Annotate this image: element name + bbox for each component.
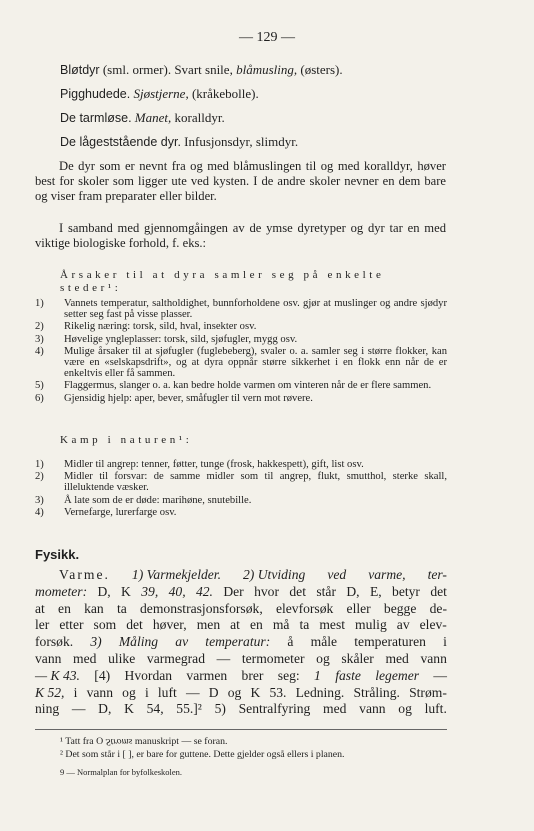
- text-line: vann med ulike varmegrad — termometer og skåler med vann: [35, 650, 447, 666]
- animal-categories: [60, 62, 480, 158]
- text-line: — K 43. [4) Hvordan varmen brer seg: 1 faste legemer —: [35, 667, 447, 683]
- text-line: ler etter som det høver, men at en må ta mest mulig av elev-: [35, 617, 447, 633]
- list-item: 6) Gjensidig hjelp: aper, bever, småfugler til vern mot røvere.: [35, 392, 313, 404]
- footnote-2: ² Det som står i [ ], er bare for guttene. Dette gjelder også ellers i planen.: [60, 749, 345, 760]
- category-line: De lågeststående dyr. Infusjonsdyr, slimdyr.: [60, 134, 299, 149]
- fysikk-paragraph: [35, 567, 447, 718]
- category-line: De tarmløse. Manet, koralldyr.: [60, 110, 225, 125]
- text-line: at en kan ta demonstrasjonsforsøk, elevforsøk eller begge de-: [35, 600, 447, 616]
- causes-list: [35, 298, 447, 405]
- category-line: Bløtdyr (sml. ormer). Svart snile, blåmusling, (østers).: [60, 62, 343, 77]
- list-item: 4) Vernefarge, lurerfarge osv.: [35, 506, 177, 518]
- section-heading-causes: Årsaker til at dyra samler seg på enkelte steder¹:: [60, 269, 385, 294]
- page-number: — 129 —: [239, 30, 295, 45]
- printer-signature: 9 — Normalplan for byfolkeskolen.: [60, 767, 183, 777]
- footnotes: [60, 735, 460, 761]
- list-item: 4) Mulige årsaker til at sjøfugler (fuglebeberg), svaler o. a. samler seg i større flokker, kan være en «selskapsdrift», og at dyra oppnår større sikkerhet i en flokk enn når de er enkeltvis eller få sammen.: [35, 345, 447, 380]
- list-item: 1) Midler til angrep: tenner, føtter, tunge (frosk, hakkespett), gift, list osv.: [35, 459, 364, 470]
- text-line: ning — D, K 54, 55.]² 5) Sentralfyring med vann og luft.: [35, 701, 447, 717]
- list-item: 3) Å late som de er døde: marihøne, snutebille.: [35, 494, 252, 506]
- category-line: Pigghudede. Sjøstjerne, (kråkebolle).: [60, 86, 259, 101]
- list-item: 2) Midler til forsvar: de samme midler som til angrep, flukt, smutthol, sterke skall, illeluktende væsker.: [35, 471, 447, 494]
- section-heading-fight: Kamp i naturen¹:: [60, 434, 193, 446]
- list-item: 2) Rikelig næring: torsk, sild, hval, insekter osv.: [35, 321, 257, 333]
- fysikk-heading: Fysikk.: [35, 547, 80, 562]
- footnote-1: ¹ Tatt fra O Stroms manuskript — se foran.: [60, 736, 228, 747]
- fight-list: [35, 459, 447, 519]
- text-line: K 52, i vann og i luft — D og K 53. Ledning. Stråling. Strøm-: [35, 684, 447, 700]
- text-line: mometer: D, K 39, 40, 42. Der hvor det står D, E, betyr det: [35, 583, 447, 599]
- text-line: forsøk. 3) Måling av temperatur: å måle temperaturen i: [35, 634, 447, 650]
- list-item: 5) Flaggermus, slanger o. a. kan bedre holde varmen om vinteren når de er flere sammen.: [35, 380, 432, 392]
- list-item: 3) Høvelige yngleplasser: torsk, sild, sjøfugler, mygg osv.: [35, 333, 298, 345]
- paragraph-biology: I samband med gjennomgåingen av de ymse dyretyper og dyr tar en med viktige biologiske forhold, f. eks.:: [35, 221, 446, 250]
- list-item: 1) Vannets temperatur, saltholdighet, bunnforholdene osv. gjør at muslinger og andre sjødyr setter seg fast på visse plasser.: [35, 298, 447, 321]
- footnote-divider: [35, 729, 447, 730]
- text-line: Varme. 1) Varmekjelder. 2) Utviding ved varme, ter-: [59, 567, 447, 582]
- paragraph-coastal-schools: De dyr som er nevnt fra og med blåmuslingen til og med koralldyr, høver best for skoler som ligger ute ved kysten. I de andre skoler nevner en dem bare og viser fram preparater eller bilder.: [35, 159, 446, 203]
